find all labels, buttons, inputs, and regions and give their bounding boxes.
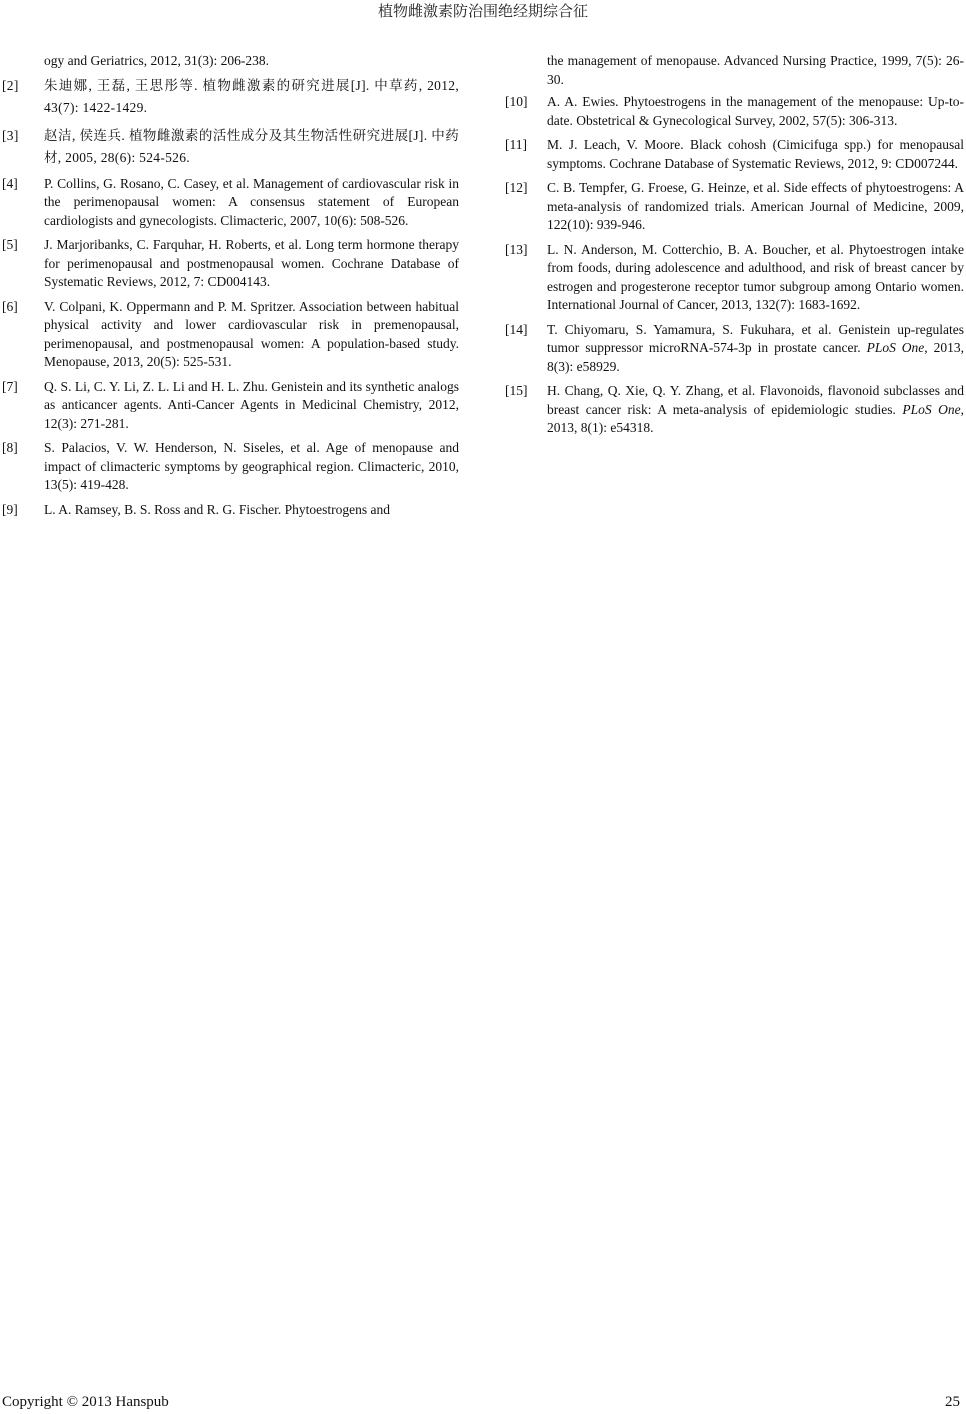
reference-number: [6] — [2, 298, 18, 314]
reference-number: [9] — [2, 501, 18, 517]
reference-text: Q. S. Li, C. Y. Li, Z. L. Li and H. L. Zhu. Genistein and its synthetic analogs as anticancer agents. Anti-Cancer Agents in Medicinal Chemistry, 2012, 12(3): 271-281. — [44, 378, 459, 431]
reference-text: V. Colpani, K. Oppermann and P. M. Spritzer. Association between habitual physical activity and lower cardiovascular risk in premenopausal, perimenopausal, and postmenopausal women: A population-based study. Menopause, 2013, 20(5): 525-531. — [44, 298, 459, 369]
reference-text: C. B. Tempfer, G. Froese, G. Heinze, et al. Side effects of phytoestrogens: A meta-analysis of randomized trials. American Journal of Medicine, 2009, 122(10): 939-946. — [547, 180, 964, 232]
reference-item — [2, 52, 459, 71]
reference-item — [505, 93, 964, 130]
reference-text-tail: , 2013, 8(1): e54318. — [547, 401, 964, 435]
reference-item — [2, 298, 459, 372]
journal-name: PLoS One — [866, 340, 925, 355]
reference-text: L. N. Anderson, M. Cotterchio, B. A. Boucher, et al. Phytoestrogen intake from foods, during adolescence and adulthood, and risk of breast cancer by estrogen and progesterone receptor tumor subgroup among Ontario women. International Journal of Cancer, 2013, 132(7): 1683-1692. — [547, 241, 964, 312]
reference-text: ogy and Geriatrics, 2012, 31(3): 206-238. — [44, 53, 269, 68]
page-number: 25 — [945, 1394, 960, 1410]
references-left-column — [2, 52, 459, 525]
reference-number: [14] — [505, 321, 528, 337]
reference-text: 赵洁, 侯连兵. 植物雌激素的活性成分及其生物活性研究进展[J]. 中药材, 2005, 28(6): 524-526. — [44, 127, 459, 165]
reference-item — [505, 321, 964, 377]
references-right-column — [505, 52, 964, 444]
reference-item — [2, 236, 459, 292]
reference-number: [12] — [505, 180, 528, 195]
reference-text: 朱迪娜, 王磊, 王思彤等. 植物雌激素的研究进展[J]. 中草药, 2012, 43(7): 1422-1429. — [44, 77, 459, 115]
reference-item — [505, 136, 964, 173]
reference-number: [10] — [505, 94, 528, 109]
reference-text: P. Collins, G. Rosano, C. Casey, et al. Management of cardiovascular risk in the perimenopausal women: A consensus statement of European cardiologists and gynecologists. Climacteric, 2007, 10(6): 508-526. — [44, 175, 459, 228]
reference-number: [13] — [505, 241, 528, 257]
reference-text: T. Chiyomaru, S. Yamamura, S. Fukuhara, et al. Genistein up-regulates tumor suppressor microRNA-574-3p in prostate cancer. — [547, 321, 964, 355]
reference-item — [2, 125, 459, 169]
reference-text: the management of menopause. Advanced Nursing Practice, 1999, 7(5): 26-30. — [547, 53, 964, 87]
reference-number: [2] — [2, 77, 19, 93]
reference-text: L. A. Ramsey, B. S. Ross and R. G. Fischer. Phytoestrogens and — [44, 501, 390, 517]
reference-number: [7] — [2, 378, 18, 394]
reference-item — [2, 439, 459, 495]
reference-text: J. Marjoribanks, C. Farquhar, H. Roberts, et al. Long term hormone therapy for perimenopausal and postmenopausal women. Cochrane Database of Systematic Reviews, 2012, 7: CD004143. — [44, 237, 459, 289]
reference-text-tail: , 2013, 8(3): e58929. — [547, 340, 965, 374]
reference-text: S. Palacios, V. W. Henderson, N. Siseles, et al. Age of menopause and impact of climacteric symptoms by geographical region. Climacteric, 2010, 13(5): 419-428. — [44, 440, 459, 492]
reference-item — [505, 52, 964, 89]
reference-text: H. Chang, Q. Xie, Q. Y. Zhang, et al. Flavonoids, flavonoid subclasses and breast cancer risk: A meta-analysis of epidemiologic studies. — [547, 383, 964, 417]
reference-item — [2, 75, 459, 119]
reference-number: [8] — [2, 440, 18, 455]
reference-item — [505, 382, 964, 438]
running-header: 植物雌激素防治围绝经期综合征 — [377, 4, 588, 20]
reference-item — [2, 175, 459, 231]
reference-number: [11] — [505, 137, 527, 152]
reference-number: [5] — [2, 237, 18, 252]
reference-number: [15] — [505, 383, 528, 398]
reference-text: M. J. Leach, V. Moore. Black cohosh (Cimicifuga spp.) for menopausal symptoms. Cochrane Database of Systematic Reviews, 2012, 9: CD007244. — [547, 137, 964, 171]
reference-item — [2, 501, 459, 520]
reference-text: A. A. Ewies. Phytoestrogens in the management of the menopause: Up-to-date. Obstetrical & Gynecological Survey, 2002, 57(5): 306-313. — [547, 94, 964, 128]
reference-number: [3] — [2, 127, 19, 143]
journal-name: PLoS One — [902, 401, 961, 417]
reference-item — [505, 179, 964, 235]
reference-item — [2, 378, 459, 434]
reference-number: [4] — [2, 175, 18, 191]
copyright-notice: Copyright © 2013 Hanspub — [2, 1394, 169, 1410]
reference-item — [505, 241, 964, 315]
